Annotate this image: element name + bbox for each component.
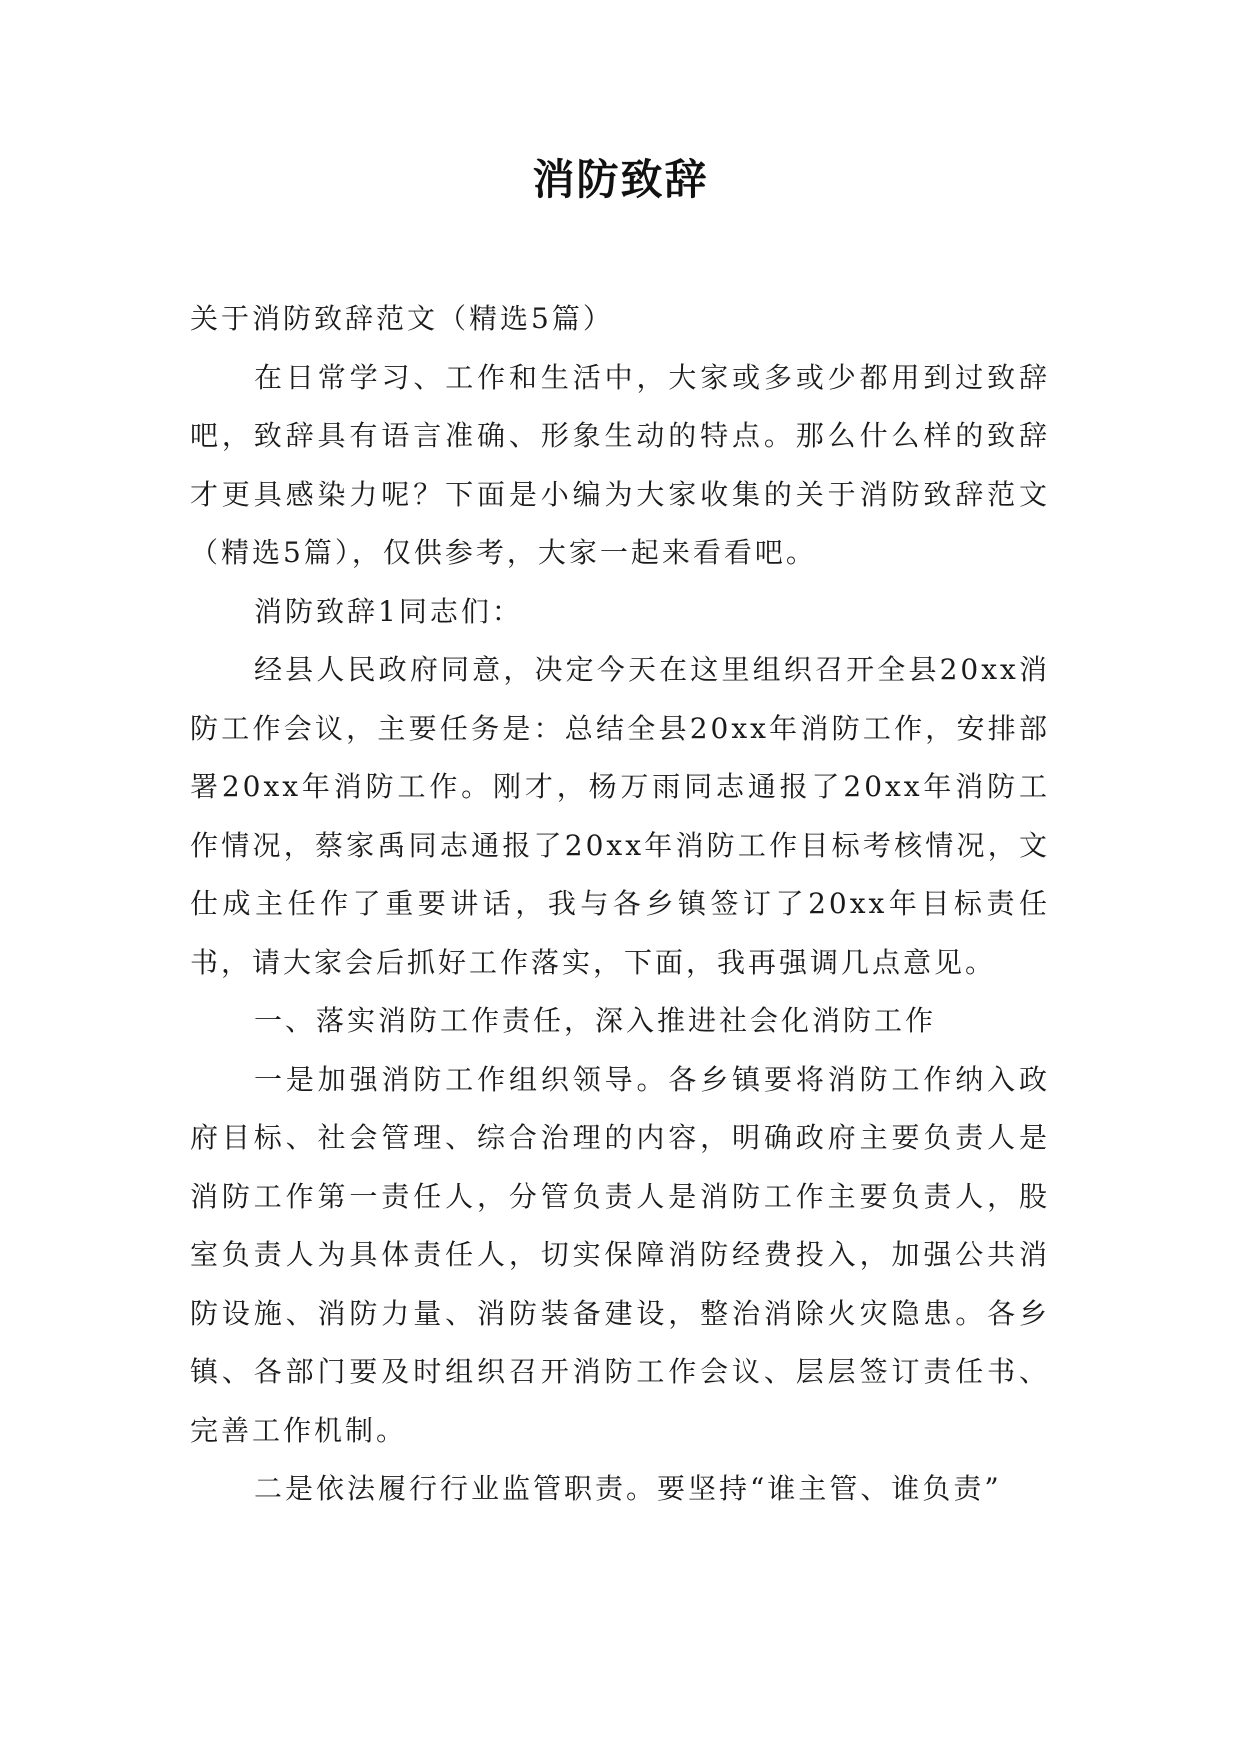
paragraph-intro: 在日常学习、工作和生活中，大家或多或少都用到过致辞吧，致辞具有语言准确、形象生动的特点。那么什么样的致辞才更具感染力呢？下面是小编为大家收集的关于消防致辞范文（精选5篇），仅供参考，大家一起来看看吧。 [190,360,1050,569]
paragraph-meeting-summary: 经县人民政府同意，决定今天在这里组织召开全县20xx消防工作会议，主要任务是：总结全县20xx年消防工作，安排部署20xx年消防工作。刚才，杨万雨同志通报了20xx年消防工作情况，蔡家禹同志通报了20xx年消防工作目标考核情况，文仕成主任作了重要讲话，我与各乡镇签订了20xx年目标责任书，请大家会后抓好工作落实，下面，我再强调几点意见。 [190,653,1050,979]
document-body [190,290,1050,1519]
section-heading-1: 一、落实消防工作责任，深入推进社会化消防工作 [254,1004,937,1037]
paragraph-subtitle: 关于消防致辞范文（精选5篇） [190,302,614,335]
paragraph-point-1: 一是加强消防工作组织领导。各乡镇要将消防工作纳入政府目标、社会管理、综合治理的内容，明确政府主要负责人是消防工作第一责任人，分管负责人是消防工作主要负责人，股室负责人为具体责任人，切实保障消防经费投入，加强公共消防设施、消防力量、消防装备建设，整治消除火灾隐患。各乡镇、各部门要及时组织召开消防工作会议、层层签订责任书、完善工作机制。 [190,1062,1050,1447]
paragraph-point-2: 二是依法履行行业监管职责。要坚持“谁主管、谁负责” [254,1472,1002,1505]
paragraph-speech-heading: 消防致辞1同志们： [254,594,523,628]
document-title: 消防致辞 [532,155,709,204]
